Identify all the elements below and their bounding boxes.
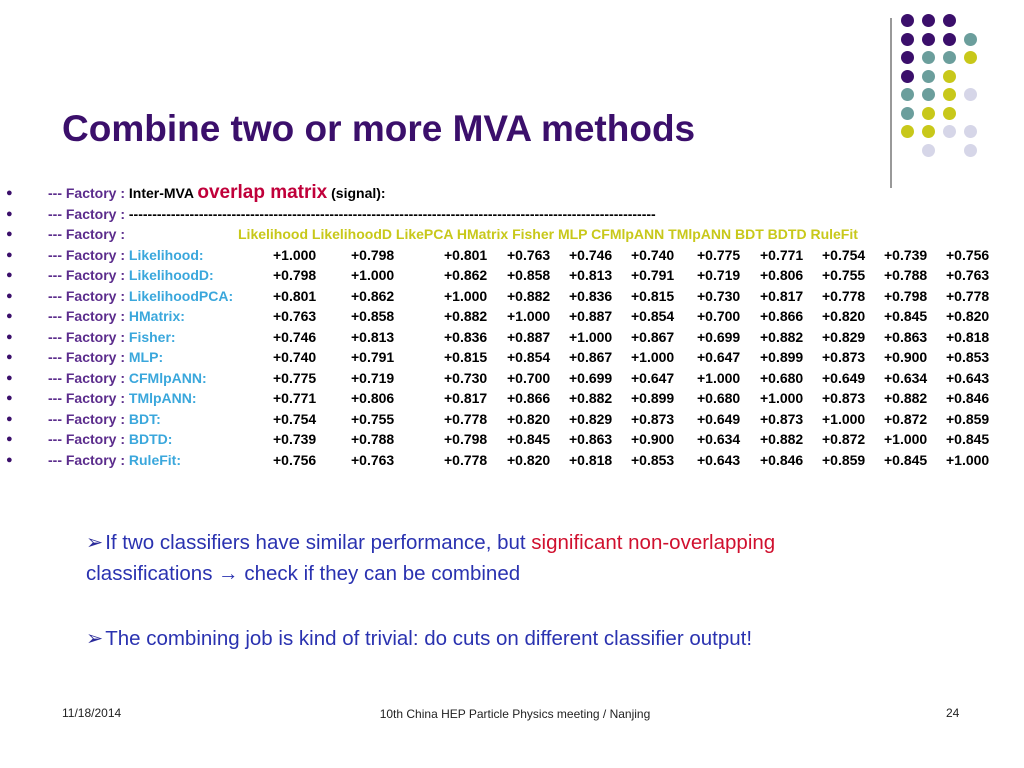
overlap-value: +0.739 [273,431,317,447]
overlap-value: +0.739 [884,246,928,263]
overlap-value: +1.000 [884,431,928,447]
overlap-value: +0.846 [760,451,804,468]
matrix-row [0,388,1024,409]
overlap-value: +0.872 [884,410,928,427]
decor-dot [922,125,935,138]
overlap-value: +0.817 [760,287,804,304]
method-name: Fisher: [128,328,176,345]
decor-dot [922,107,935,120]
arrow-bullet-icon: ➢ [86,531,104,554]
overlap-value: +0.798 [444,431,488,447]
overlap-value: +0.882 [444,308,488,324]
point-combining: ➢The combining job is kind of trivial: do cuts on different classifier output! [86,627,753,650]
overlap-value: +0.798 [273,267,317,283]
decor-dot [901,33,914,46]
factory-prefix: --- Factory : MLP: [48,349,164,365]
factory-prefix: --- Factory : LikelihoodPCA: [48,287,234,304]
overlap-value: +0.643 [697,451,741,468]
overlap-value: +0.740 [273,349,317,365]
bullet-icon: ● [6,351,13,363]
matrix-row [0,245,1024,266]
overlap-value: +1.000 [822,410,866,427]
overlap-value: +0.882 [507,287,551,304]
overlap-value: +0.899 [631,390,675,406]
factory-prefix: --- Factory : [48,226,125,242]
overlap-value: +0.815 [631,287,675,304]
dash-separator: ----------------------------------------------------------------------------------------------------------------- [128,205,656,222]
bullet-icon: ● [6,412,13,425]
method-name: RuleFit: [128,451,181,468]
overlap-value: +0.817 [444,390,488,406]
overlap-value: +1.000 [569,328,613,345]
decor-dot [901,125,914,138]
overlap-value: +0.788 [351,431,395,447]
bullet-icon: ● [6,289,13,302]
overlap-value: +0.801 [444,246,488,263]
overlap-value: +0.866 [507,390,551,406]
decor-dot [922,51,935,64]
slide-title: Combine two or more MVA methods [62,108,696,149]
overlap-value: +0.775 [697,246,741,263]
method-name: BDT: [128,410,161,427]
overlap-value: +0.791 [631,267,675,283]
overlap-value: +0.818 [946,328,990,345]
overlap-value: +0.900 [884,349,928,365]
decor-dot [901,88,914,101]
overlap-value: +0.836 [444,328,488,345]
overlap-value: +0.845 [884,451,928,468]
overlap-value: +0.763 [507,246,551,263]
overlap-value: +0.863 [884,328,928,345]
overlap-value: +0.859 [946,410,990,427]
overlap-value: +0.820 [946,308,990,324]
factory-prefix: --- Factory : ----------------------------------------------------------------------------------------------------------------- [48,205,656,222]
factory-prefix: --- Factory : Likelihood: [48,246,204,263]
decor-dot-grid [901,14,1001,164]
overlap-header-line [0,183,1024,204]
method-name: TMlpANN: [128,390,197,406]
decor-dot [943,14,956,27]
overlap-value: +0.867 [631,328,675,345]
arrow-bullet-icon: ➢ [86,627,104,650]
overlap-value: +0.815 [444,349,488,365]
overlap-value: +0.845 [507,431,551,447]
overlap-value: +0.820 [507,451,551,468]
overlap-value: +0.643 [946,369,990,386]
overlap-value: +0.853 [631,451,675,468]
overlap-value: +0.746 [273,328,317,345]
overlap-value: +0.756 [273,451,317,468]
decor-dot [964,51,977,64]
decor-dot [922,14,935,27]
method-name: MLP: [128,349,164,365]
overlap-value: +0.853 [946,349,990,365]
overlap-value: +0.763 [946,267,990,283]
bullet-icon: ● [6,392,13,404]
overlap-value: +0.887 [569,308,613,324]
method-name: CFMlpANN: [128,369,207,386]
bullet-icon: ● [6,248,13,261]
overlap-value: +1.000 [697,369,741,386]
decor-dot [901,14,914,27]
decor-dot [943,51,956,64]
overlap-value: +0.755 [822,267,866,283]
overlap-value: +0.730 [444,369,488,386]
method-name: LikelihoodD: [128,267,214,283]
overlap-value: +0.863 [569,431,613,447]
bullet-icon: ● [6,330,13,343]
overlap-value: +0.778 [444,451,488,468]
overlap-value: +0.647 [697,349,741,365]
factory-prefix: --- Factory : TMlpANN: [48,390,197,406]
overlap-value: +0.791 [351,349,395,365]
decor-dot [922,33,935,46]
overlap-value: +1.000 [946,451,990,468]
factory-prefix: --- Factory : RuleFit: [48,451,181,468]
overlap-value: +0.699 [697,328,741,345]
overlap-value: +0.872 [822,431,866,447]
overlap-value: +0.813 [351,328,395,345]
factory-prefix: --- Factory : Inter-MVA overlap matrix (signal): [48,182,386,203]
overlap-value: +0.763 [273,308,317,324]
method-column-headers: Likelihood LikelihoodD LikePCA HMatrix Fisher MLP CFMlpANN TMlpANN BDT BDTD RuleFit [238,226,858,242]
significant-text: significant non-overlapping [531,531,776,554]
overlap-value: +0.700 [507,369,551,386]
matrix-row [0,265,1024,286]
overlap-value: +0.801 [273,287,317,304]
overlap-value: +0.649 [822,369,866,386]
overlap-value: +0.699 [569,369,613,386]
overlap-value: +0.740 [631,246,675,263]
overlap-value: +1.000 [760,390,804,406]
decor-dot [901,51,914,64]
overlap-value: +0.820 [507,410,551,427]
matrix-row [0,429,1024,450]
overlap-value: +0.873 [822,349,866,365]
overlap-value: +0.756 [946,246,990,263]
matrix-row [0,450,1024,471]
matrix-row [0,347,1024,368]
overlap-value: +0.845 [946,431,990,447]
overlap-value: +0.845 [884,308,928,324]
overlap-value: +0.755 [351,410,395,427]
overlap-value: +0.798 [884,287,928,304]
signal-label: (signal): [331,185,386,201]
overlap-value: +0.882 [884,390,928,406]
method-name: LikelihoodPCA: [128,287,234,304]
overlap-value: +0.771 [273,390,317,406]
overlap-value: +0.700 [697,308,741,324]
bullet-icon: ● [6,310,13,322]
overlap-value: +0.754 [273,410,317,427]
decor-dot [943,125,956,138]
decor-dot [943,33,956,46]
column-header-line [0,224,1024,245]
overlap-value: +0.778 [822,287,866,304]
matrix-row [0,409,1024,430]
overlap-value: +0.798 [351,246,395,263]
decor-dot [964,88,977,101]
overlap-value: +0.746 [569,246,613,263]
matrix-row [0,368,1024,389]
bullet-icon: ● [6,433,13,445]
decor-divider-line [890,18,892,188]
matrix-row [0,306,1024,327]
overlap-value: +0.775 [273,369,317,386]
decor-dot [922,88,935,101]
overlap-value: +0.634 [697,431,741,447]
overlap-value: +0.858 [507,267,551,283]
overlap-value: +0.867 [569,349,613,365]
matrix-row [0,327,1024,348]
overlap-value: +0.771 [760,246,804,263]
overlap-value: +0.763 [351,451,395,468]
factory-prefix: --- Factory : BDT: [48,410,161,427]
decor-dot [901,107,914,120]
overlap-value: +0.873 [631,410,675,427]
inter-mva-label: Inter-MVA [128,185,194,201]
overlap-value: +0.882 [760,328,804,345]
method-name: Likelihood: [128,246,204,263]
overlap-value: +0.829 [569,410,613,427]
overlap-value: +0.754 [822,246,866,263]
overlap-value: +0.873 [822,390,866,406]
overlap-value: +0.813 [569,267,613,283]
footer-event: 10th China HEP Particle Physics meeting / Nanjing [379,707,651,721]
factory-prefix: --- Factory : HMatrix: [48,308,185,324]
overlap-value: +0.836 [569,287,613,304]
overlap-value: +0.649 [697,410,741,427]
overlap-value: +0.719 [697,267,741,283]
overlap-value: +0.778 [444,410,488,427]
decor-dot [964,125,977,138]
matrix-row [0,286,1024,307]
overlap-value: +1.000 [507,308,551,324]
overlap-value: +0.647 [631,369,675,386]
method-name: HMatrix: [128,308,185,324]
overlap-value: +0.806 [351,390,395,406]
decor-dot [964,144,977,157]
overlap-value: +0.846 [946,390,990,406]
overlap-value: +0.887 [507,328,551,345]
overlap-value: +0.788 [884,267,928,283]
factory-output [0,183,1024,470]
decor-dot [943,107,956,120]
bullet-icon: ● [6,187,13,199]
bullet-icon: ● [6,453,13,466]
point-non-overlapping: ➢If two classifiers have similar performance, but significant non-overlapping classifications → check if they can be combined [86,531,776,585]
method-name: BDTD: [128,431,173,447]
overlap-value: +0.873 [760,410,804,427]
bullet-icon: ● [6,269,13,281]
overlap-value: +0.862 [444,267,488,283]
bullet-icon: ● [6,228,13,240]
overlap-value: +0.719 [351,369,395,386]
decor-dot [901,70,914,83]
dash-separator-line [0,204,1024,225]
decor-dot [964,33,977,46]
overlap-value: +0.820 [822,308,866,324]
decor-dot [943,88,956,101]
overlap-value: +1.000 [351,267,395,283]
overlap-value: +0.680 [697,390,741,406]
overlap-value: +0.858 [351,308,395,324]
decor-dot [922,144,935,157]
overlap-value: +1.000 [273,246,317,263]
bullet-icon: ● [6,207,13,220]
overlap-value: +0.778 [946,287,990,304]
overlap-value: +0.900 [631,431,675,447]
factory-prefix: --- Factory : Fisher: [48,328,176,345]
overlap-value: +0.806 [760,267,804,283]
overlap-value: +0.854 [631,308,675,324]
factory-prefix: --- Factory : CFMlpANN: [48,369,207,386]
factory-prefix: --- Factory : BDTD: [48,431,173,447]
decor-dot [943,70,956,83]
overlap-value: +0.866 [760,308,804,324]
overlap-value: +0.634 [884,369,928,386]
overlap-value: +0.680 [760,369,804,386]
overlap-value: +0.859 [822,451,866,468]
overlap-value: +0.730 [697,287,741,304]
overlap-value: +0.854 [507,349,551,365]
overlap-matrix-label: overlap matrix [197,182,328,203]
right-arrow-icon: → [218,562,239,585]
overlap-value: +0.882 [569,390,613,406]
decor-dot [922,70,935,83]
bullet-icon: ● [6,371,13,384]
overlap-value: +1.000 [631,349,675,365]
footer-page-number: 24 [946,706,960,720]
overlap-value: +0.882 [760,431,804,447]
factory-prefix: --- Factory : LikelihoodD: [48,267,214,283]
overlap-value: +0.829 [822,328,866,345]
footer-date: 11/18/2014 [62,706,122,720]
overlap-value: +0.862 [351,287,395,304]
overlap-value: +1.000 [444,287,488,304]
overlap-value: +0.818 [569,451,613,468]
overlap-value: +0.899 [760,349,804,365]
